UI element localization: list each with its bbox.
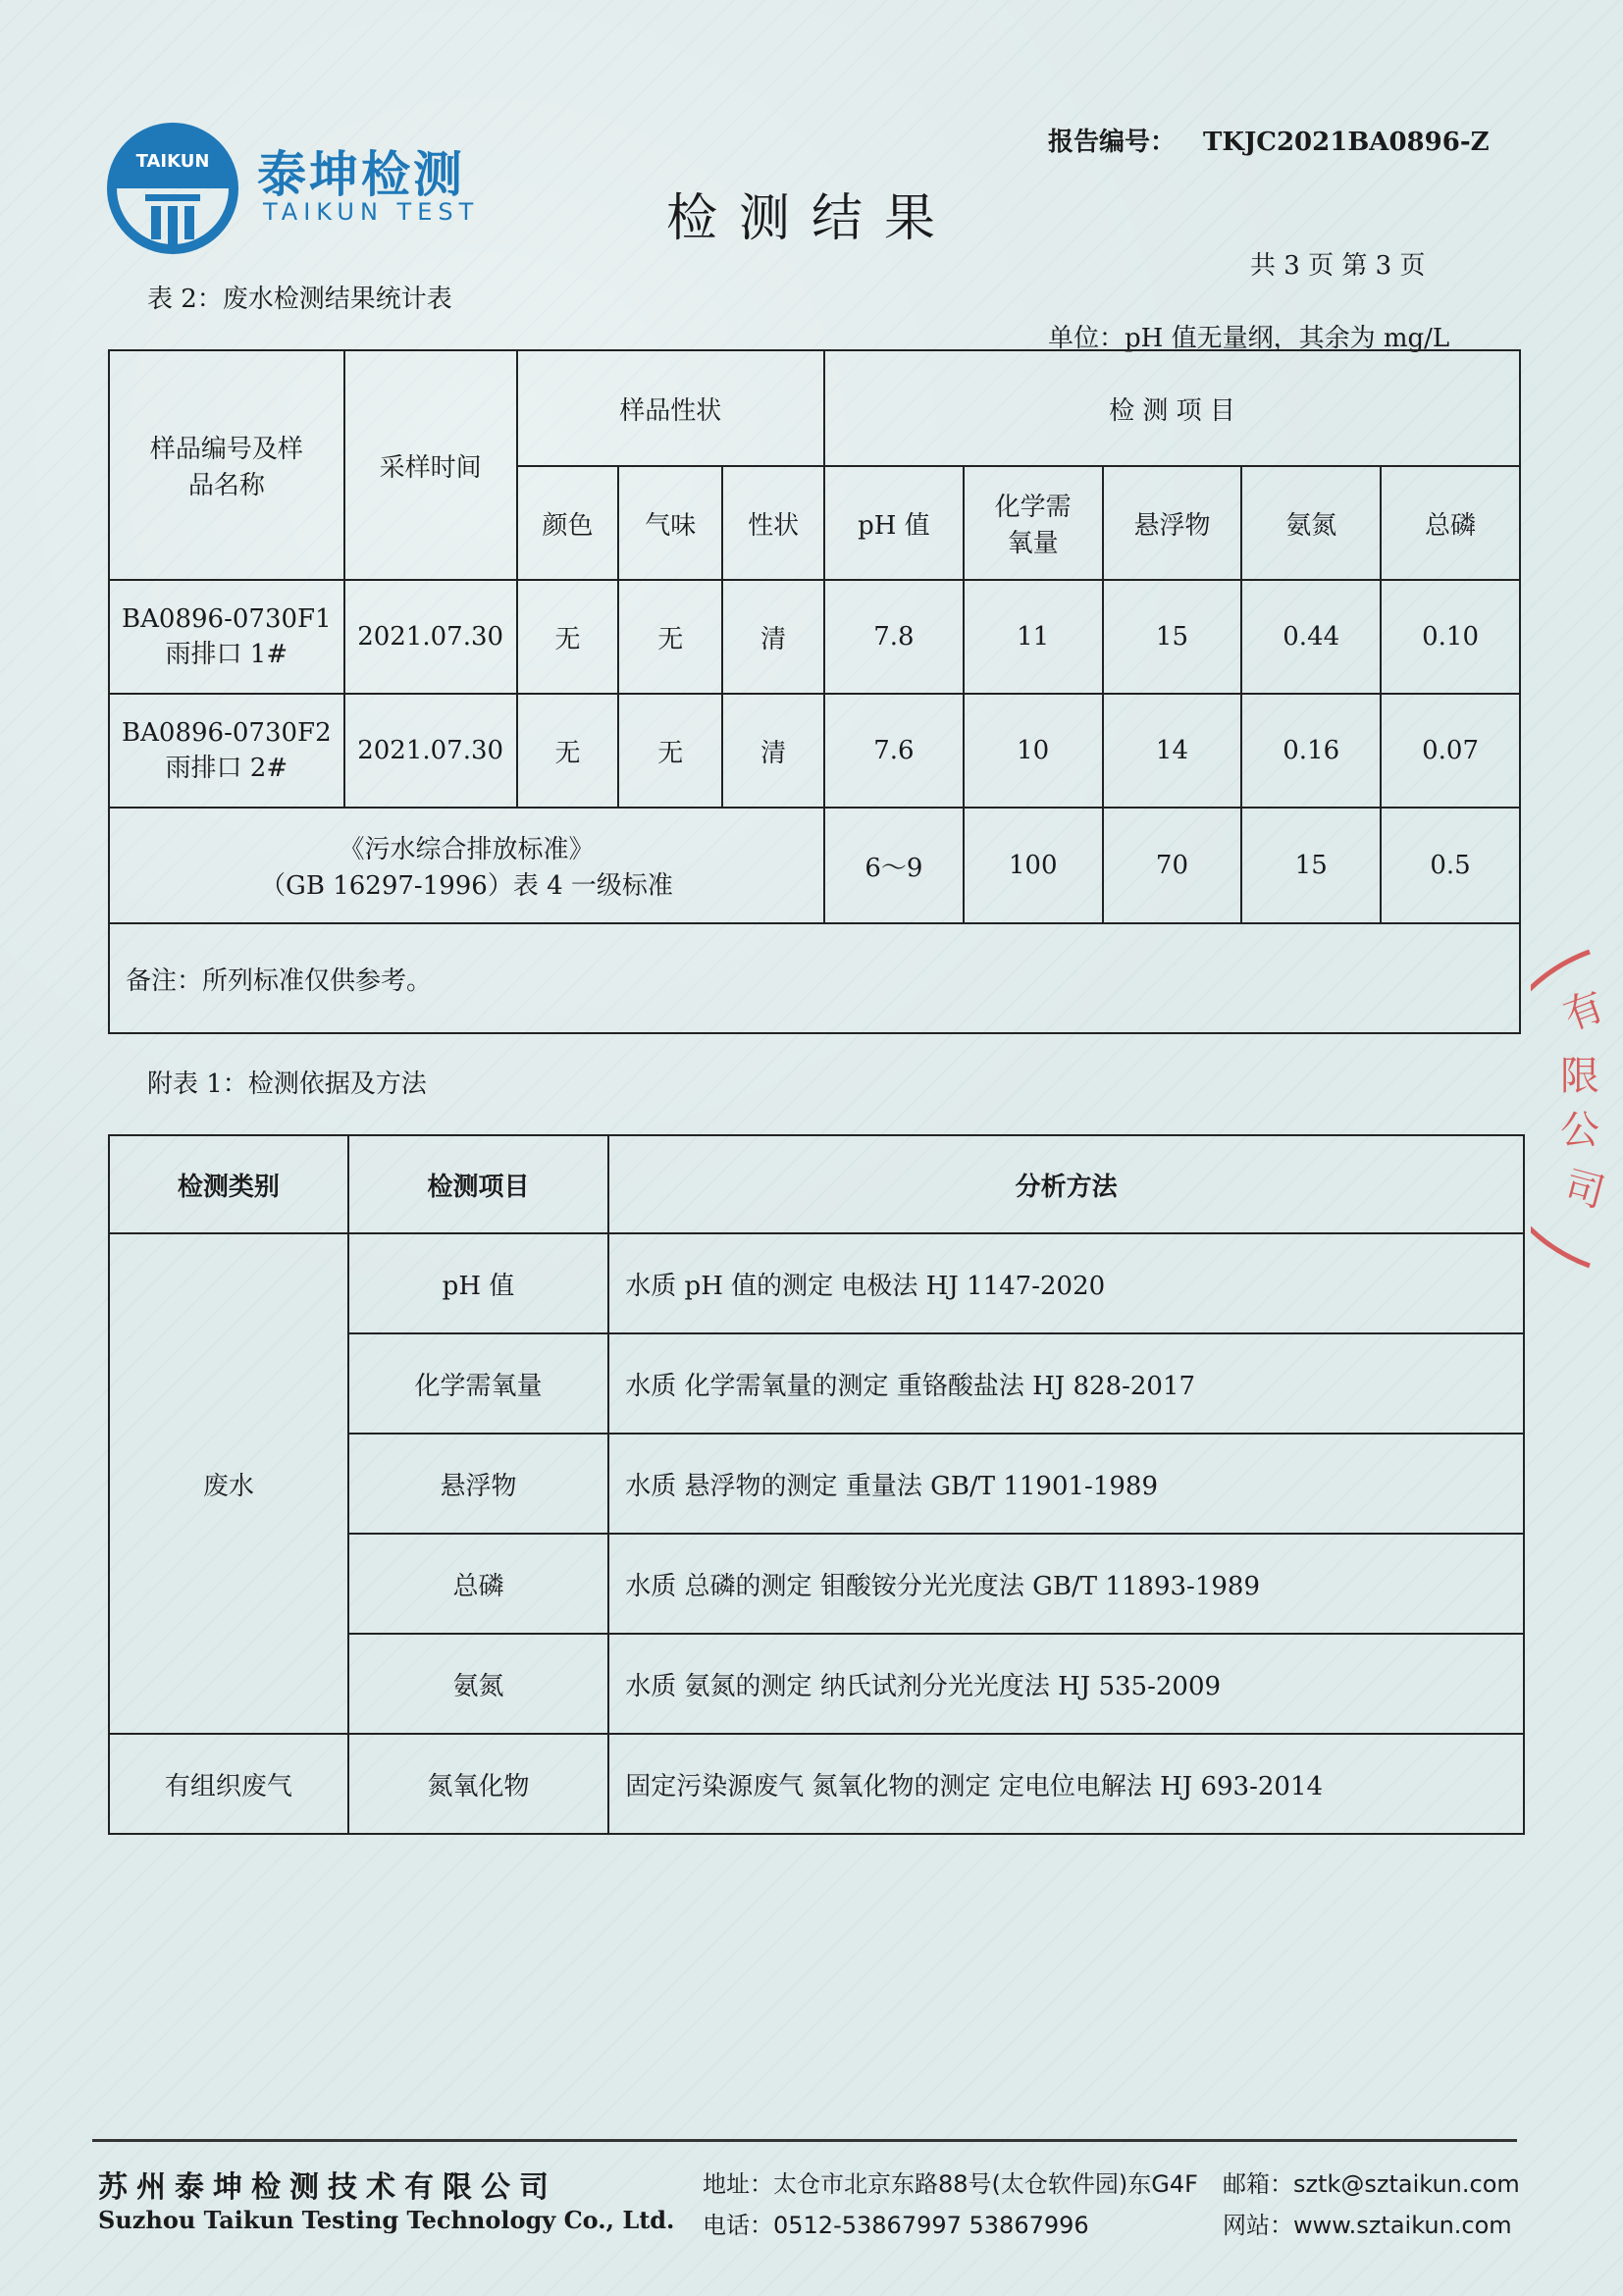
svg-text:有: 有 [1557,983,1611,1040]
sample-id: BA0896-0730F2 [122,717,332,748]
ph-value: 7.8 [824,580,964,694]
header-cod: 化学需氧量 [964,466,1103,580]
item-name: 悬浮物 [348,1434,609,1534]
header-nature: 性状 [722,466,824,580]
item-name: 化学需氧量 [348,1333,609,1434]
header-item: 检测项目 [348,1135,609,1233]
table2-caption: 表 2：废水检测结果统计表 [147,285,452,314]
footer-divider [92,2139,1517,2142]
standard-ph: 6～9 [824,808,964,923]
header-method: 分析方法 [608,1135,1524,1233]
header-odor: 气味 [618,466,722,580]
color-value: 无 [517,580,619,694]
brand-name-cn: 泰坤检测 [257,146,465,203]
standard-name: 《污水综合排放标准》 [339,835,595,864]
tp-value: 0.10 [1381,580,1520,694]
item-name: 总磷 [348,1534,609,1634]
odor-value: 无 [618,694,722,808]
sample-id: BA0896-0730F1 [122,603,332,634]
method-text: 水质 总磷的测定 钼酸铵分光光度法 GB/T 11893-1989 [608,1534,1524,1634]
header-ph: pH 值 [824,466,964,580]
sample-cell [109,694,344,808]
page-counter: 共 3 页 第 3 页 [1250,251,1426,281]
header-color: 颜色 [517,466,619,580]
method-text: 水质 悬浮物的测定 重量法 GB/T 11901-1989 [608,1434,1524,1534]
standard-code: （GB 16297-1996）表 4 一级标准 [260,871,673,901]
header-test-items: 检 测 项 目 [824,350,1520,466]
item-name: pH 值 [348,1233,609,1333]
header-tp: 总磷 [1381,466,1520,580]
sample-name: 雨排口 1# [165,639,288,669]
nh3n-value: 0.16 [1241,694,1381,808]
seal-stamp [1531,942,1623,1276]
item-name: 氮氧化物 [348,1734,609,1834]
item-name: 氨氮 [348,1634,609,1734]
standard-cod: 100 [964,808,1103,923]
annex1-caption: 附表 1：检测依据及方法 [147,1070,427,1099]
report-number-value: TKJC2021BA0896-Z [1203,128,1490,157]
category-wastewater: 废水 [109,1233,348,1734]
standard-name-cell [109,808,824,923]
standard-ss: 70 [1103,808,1242,923]
nh3n-value: 0.44 [1241,580,1381,694]
svg-text:TAIKUN: TAIKUN [135,151,210,172]
header-sample-traits: 样品性状 [517,350,824,466]
header-nh3n: 氨氮 [1241,466,1381,580]
odor-value: 无 [618,580,722,694]
table-row [109,694,1520,808]
ss-value: 14 [1103,694,1242,808]
svg-text:司: 司 [1559,1163,1609,1218]
wastewater-results-table [108,349,1521,1034]
sample-name: 雨排口 2# [165,753,288,783]
svg-text:公: 公 [1560,1108,1599,1153]
method-text: 水质 化学需氧量的测定 重铬酸盐法 HJ 828-2017 [608,1333,1524,1434]
header-sample-id: 样品编号及样品名称 [109,350,344,580]
method-table [108,1134,1525,1835]
svg-text:限: 限 [1560,1054,1599,1099]
method-text: 水质 氨氮的测定 纳氏试剂分光光度法 HJ 535-2009 [608,1634,1524,1734]
header-sample-time: 采样时间 [344,350,517,580]
table-row [109,1233,1524,1333]
sample-time: 2021.07.30 [344,694,517,808]
ph-value: 7.6 [824,694,964,808]
report-number [1048,122,1490,158]
method-text: 水质 pH 值的测定 电极法 HJ 1147-2020 [608,1233,1524,1333]
standard-nh3n: 15 [1241,808,1381,923]
nature-value: 清 [722,694,824,808]
tp-value: 0.07 [1381,694,1520,808]
company-name-en: Suzhou Taikun Testing Technology Co., Ltd. [98,2206,675,2234]
sample-time: 2021.07.30 [344,580,517,694]
cod-value: 11 [964,580,1103,694]
unit-note: 单位：pH 值无量纲，其余为 mg/L [1048,324,1450,353]
method-text: 固定污染源废气 氮氧化物的测定 定电位电解法 HJ 693-2014 [608,1734,1524,1834]
company-address: 地址：太仓市北京东路88号(太仓软件园)东G4F [703,2170,1198,2198]
header-category: 检测类别 [109,1135,348,1233]
header-ss: 悬浮物 [1103,466,1242,580]
brand-name-en: TAIKUN TEST [263,198,480,226]
report-number-label: 报告编号： [1048,128,1177,157]
table-row [109,1734,1524,1834]
company-website: 网站：www.sztaikun.com [1223,2212,1512,2239]
company-name-cn: 苏州泰坤检测技术有限公司 [98,2170,557,2205]
color-value: 无 [517,694,619,808]
ss-value: 15 [1103,580,1242,694]
sample-cell [109,580,344,694]
company-email: 邮箱：sztk@sztaikun.com [1223,2170,1520,2198]
nature-value: 清 [722,580,824,694]
cod-value: 10 [964,694,1103,808]
standard-tp: 0.5 [1381,808,1520,923]
remark: 备注：所列标准仅供参考。 [109,923,1520,1033]
company-phone: 电话：0512-53867997 53867996 [703,2212,1089,2239]
standard-row [109,808,1520,923]
page-title: 检测结果 [665,189,957,248]
table-row [109,580,1520,694]
category-exhaust: 有组织废气 [109,1734,348,1834]
